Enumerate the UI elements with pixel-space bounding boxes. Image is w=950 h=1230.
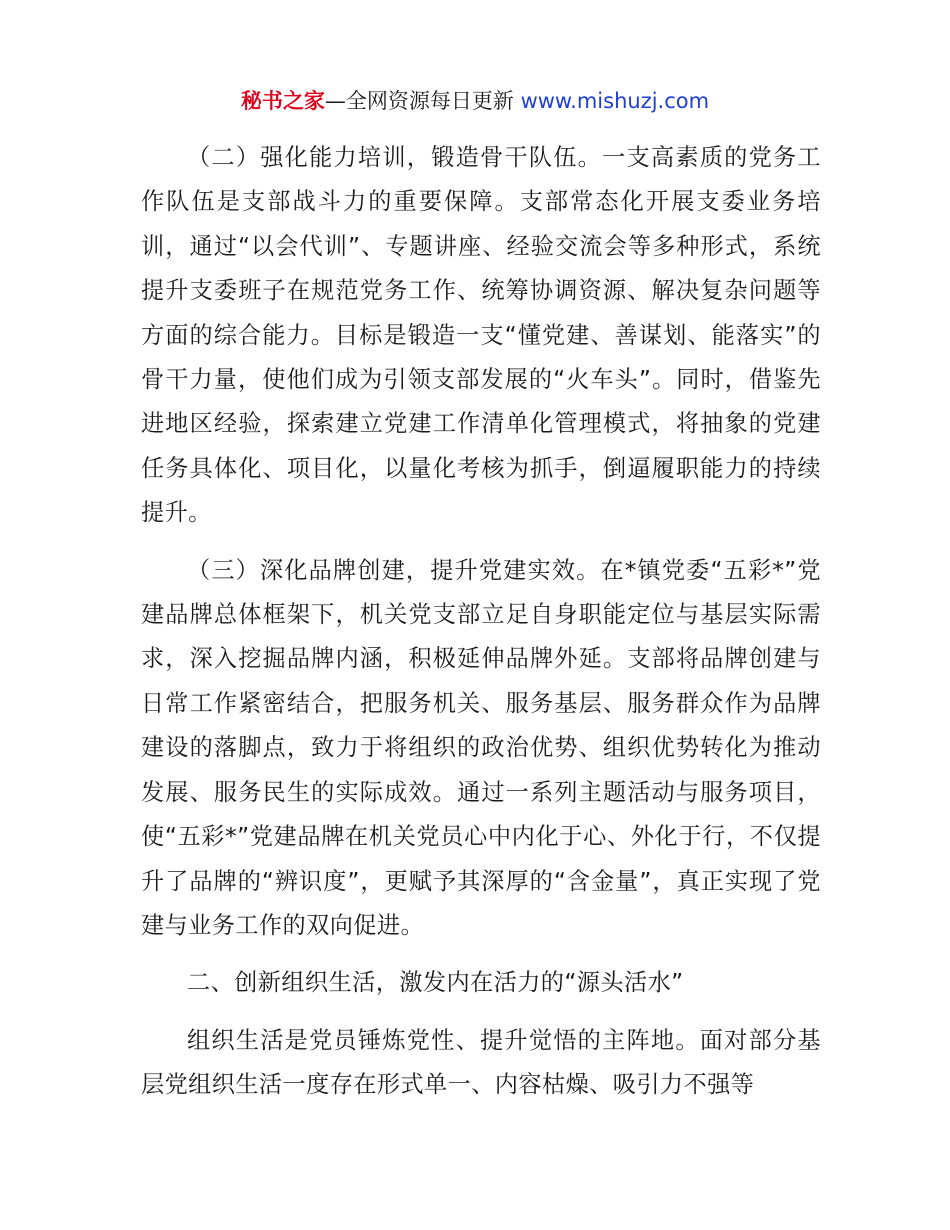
document-body xyxy=(141,136,821,1108)
page-header xyxy=(0,86,950,116)
header-tagline: —全网资源每日更新 xyxy=(324,89,521,113)
section-heading-organization-life: 二、创新组织生活，激发内在活力的“源头活水” xyxy=(187,969,684,997)
paragraph-capacity-training: （二）强化能力培训，锻造骨干队伍。一支高素质的党务工作队伍是支部战斗力的重要保障。支部常态化开展支委业务培训，通过“以会代训”、专题讲座、经验交流会等多种形式，系统提升支委班子在规范党务工作、统筹协调资源、解决复杂问题等方面的综合能力。目标是锻造一支“懂党建、善谋划、能落实”的骨干力量，使他们成为引领支部发展的“火车头”。同时，借鉴先进地区经验，探索建立党建工作清单化管理模式，将抽象的党建任务具体化、项目化，以量化考核为抓手，倒逼履职能力的持续提升。 xyxy=(141,144,821,527)
paragraph-brand-building: （三）深化品牌创建，提升党建实效。在*镇党委“五彩*”党建品牌总体框架下，机关党支部立足自身职能定位与基层实际需求，深入挖掘品牌内涵，积极延伸品牌外延。支部将品牌创建与日常工作紧密结合，把服务机关、服务基层、服务群众作为品牌建设的落脚点，致力于将组织的政治优势、组织优势转化为推动发展、服务民生的实际成效。通过一系列主题活动与服务项目，使“五彩*”党建品牌在机关党员心中内化于心、外化于行，不仅提升了品牌的“辨识度”，更赋予其深厚的“含金量”，真正实现了党建与业务工作的双向促进。 xyxy=(141,556,821,939)
brand-name: 秘书之家 xyxy=(240,89,325,113)
paragraph-organization-life: 组织生活是党员锤炼党性、提升觉悟的主阵地。面对部分基层党组织生活一度存在形式单一、内容枯燥、吸引力不强等 xyxy=(141,1026,821,1099)
website-link[interactable]: www.mishuzj.com xyxy=(520,89,710,113)
